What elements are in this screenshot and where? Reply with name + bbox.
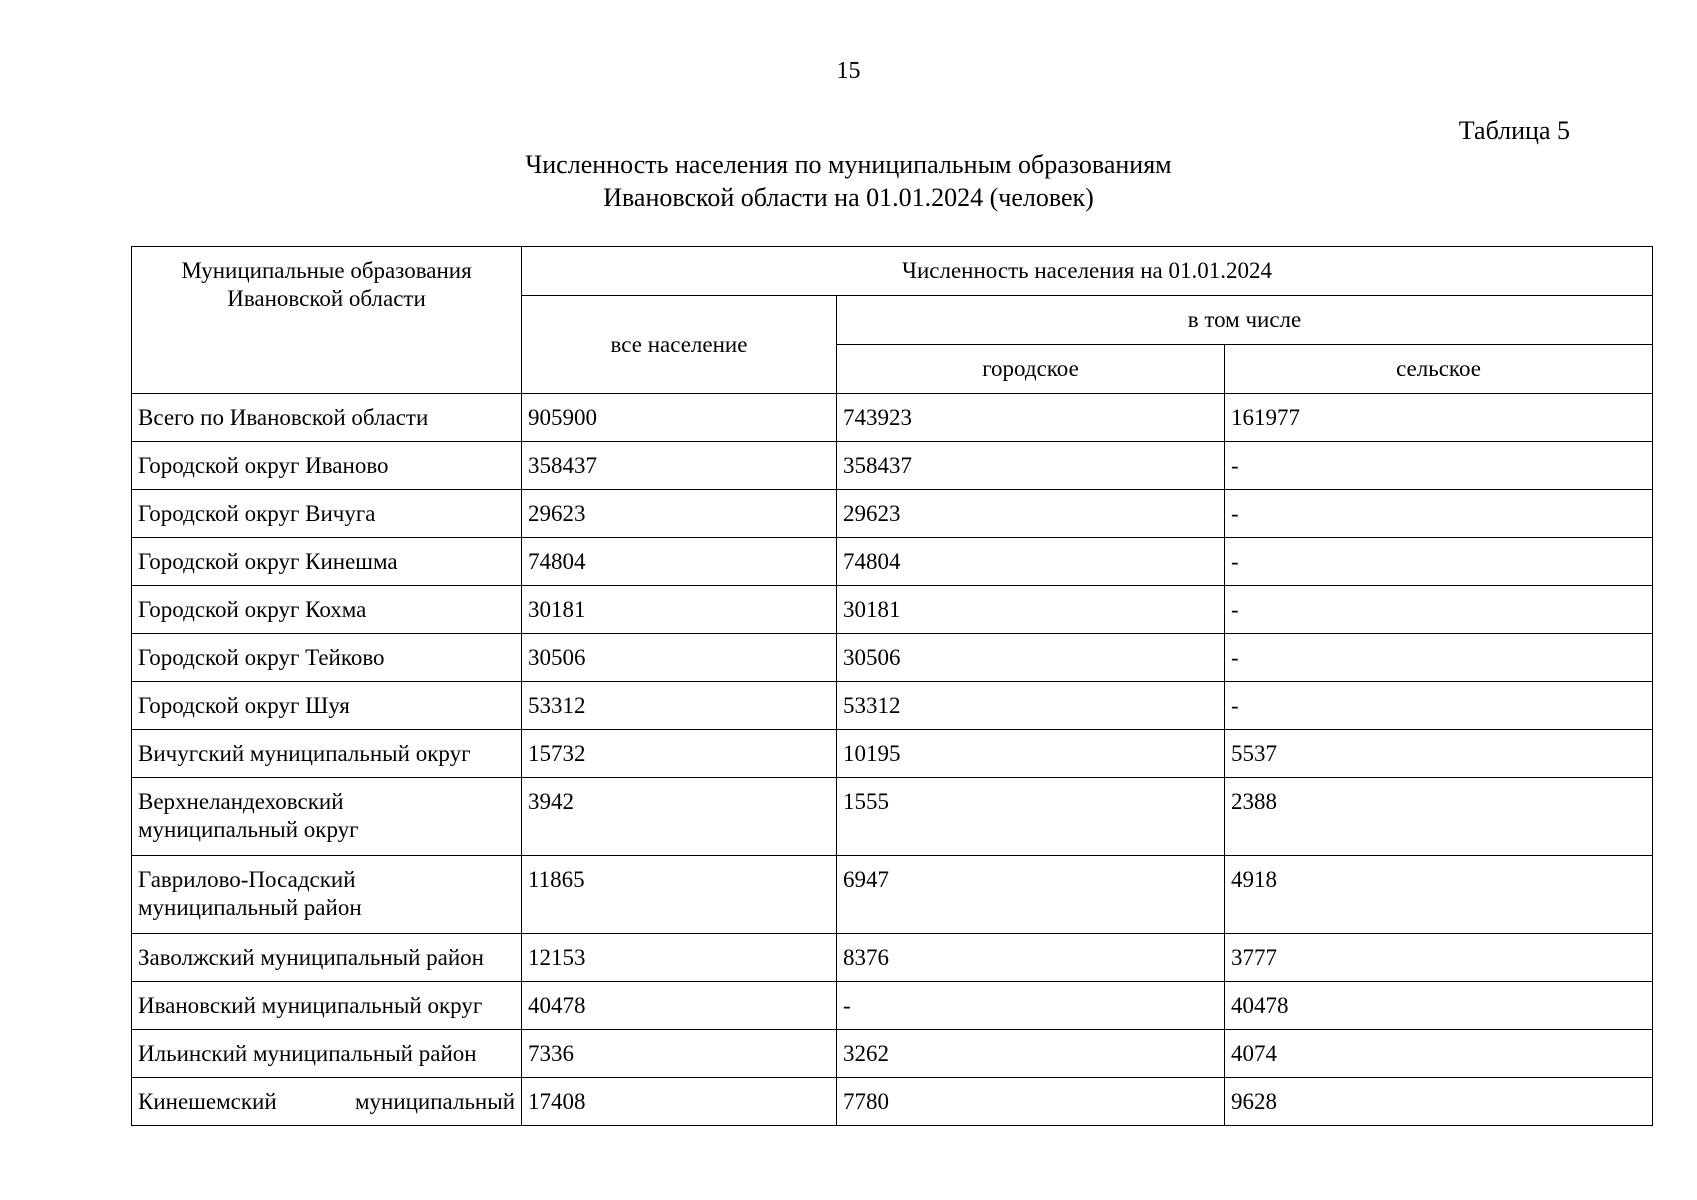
row-rural: 9628 bbox=[1225, 1078, 1653, 1126]
row-rural: 40478 bbox=[1225, 982, 1653, 1030]
row-total: 74804 bbox=[522, 538, 837, 586]
row-total: 40478 bbox=[522, 982, 837, 1030]
header-urban: городское bbox=[837, 345, 1225, 394]
row-urban: 8376 bbox=[837, 934, 1225, 982]
row-name: Городской округ Иваново bbox=[132, 442, 522, 490]
row-total: 30181 bbox=[522, 586, 837, 634]
table-title-line-2: Ивановской области на 01.01.2024 (человек) bbox=[603, 183, 1094, 212]
row-urban: 358437 bbox=[837, 442, 1225, 490]
row-urban: 30506 bbox=[837, 634, 1225, 682]
row-name-line-1: Верхнеландеховский bbox=[138, 789, 344, 814]
row-rural: 3777 bbox=[1225, 934, 1653, 982]
row-name: Городской округ Вичуга bbox=[132, 490, 522, 538]
row-rural: - bbox=[1225, 490, 1653, 538]
row-urban: 30181 bbox=[837, 586, 1225, 634]
table-row bbox=[132, 442, 1653, 490]
row-name-line-2: муниципальный округ bbox=[138, 817, 359, 842]
table-row bbox=[132, 586, 1653, 634]
row-total: 17408 bbox=[522, 1078, 837, 1126]
row-urban: 74804 bbox=[837, 538, 1225, 586]
row-total: 15732 bbox=[522, 730, 837, 778]
row-name: Заволжский муниципальный район bbox=[132, 934, 522, 982]
table-row bbox=[132, 730, 1653, 778]
row-name: Городской округ Тейково bbox=[132, 634, 522, 682]
row-total: 3942 bbox=[522, 778, 837, 856]
row-name: Всего по Ивановской области bbox=[132, 394, 522, 442]
header-municipality bbox=[132, 247, 522, 394]
row-urban: 3262 bbox=[837, 1030, 1225, 1078]
row-urban: 53312 bbox=[837, 682, 1225, 730]
row-name: Городской округ Кохма bbox=[132, 586, 522, 634]
row-rural: 5537 bbox=[1225, 730, 1653, 778]
table-row bbox=[132, 778, 1653, 856]
table-row bbox=[132, 538, 1653, 586]
row-urban: 1555 bbox=[837, 778, 1225, 856]
row-name: Ильинский муниципальный район bbox=[132, 1030, 522, 1078]
row-urban: 6947 bbox=[837, 856, 1225, 934]
row-rural: - bbox=[1225, 442, 1653, 490]
row-total: 7336 bbox=[522, 1030, 837, 1078]
row-total: 12153 bbox=[522, 934, 837, 982]
row-name: Кинешемский муниципальный bbox=[132, 1078, 522, 1126]
row-rural: - bbox=[1225, 586, 1653, 634]
row-name-line-1: Гаврилово-Посадский bbox=[138, 867, 356, 892]
header-municipality-line-2: Ивановской области bbox=[227, 286, 426, 311]
row-name: Городской округ Шуя bbox=[132, 682, 522, 730]
header-total: все население bbox=[522, 296, 837, 394]
table-row bbox=[132, 682, 1653, 730]
population-table bbox=[131, 246, 1653, 1126]
row-urban: 29623 bbox=[837, 490, 1225, 538]
row-rural: - bbox=[1225, 634, 1653, 682]
table-label: Таблица 5 bbox=[1458, 116, 1570, 145]
row-urban: 743923 bbox=[837, 394, 1225, 442]
table-row bbox=[132, 856, 1653, 934]
header-rural: сельское bbox=[1225, 345, 1653, 394]
row-total: 53312 bbox=[522, 682, 837, 730]
row-rural: 4074 bbox=[1225, 1030, 1653, 1078]
row-name: Вичугский муниципальный округ bbox=[132, 730, 522, 778]
table-title bbox=[0, 148, 1697, 214]
table-row bbox=[132, 394, 1653, 442]
row-name: Ивановский муниципальный округ bbox=[132, 982, 522, 1030]
table-row bbox=[132, 1030, 1653, 1078]
page-number: 15 bbox=[836, 58, 861, 84]
header-including: в том числе bbox=[837, 296, 1653, 345]
row-rural: 2388 bbox=[1225, 778, 1653, 856]
row-urban: - bbox=[837, 982, 1225, 1030]
table-row bbox=[132, 634, 1653, 682]
table-row bbox=[132, 1078, 1653, 1126]
row-total: 29623 bbox=[522, 490, 837, 538]
row-name-line-2: муниципальный район bbox=[138, 895, 362, 920]
row-total: 905900 bbox=[522, 394, 837, 442]
table-row bbox=[132, 982, 1653, 1030]
row-name: Городской округ Кинешма bbox=[132, 538, 522, 586]
row-urban: 10195 bbox=[837, 730, 1225, 778]
row-rural: - bbox=[1225, 538, 1653, 586]
header-population: Численность населения на 01.01.2024 bbox=[522, 247, 1653, 296]
row-total: 358437 bbox=[522, 442, 837, 490]
table-row bbox=[132, 934, 1653, 982]
row-total: 30506 bbox=[522, 634, 837, 682]
row-rural: 161977 bbox=[1225, 394, 1653, 442]
row-urban: 7780 bbox=[837, 1078, 1225, 1126]
header-municipality-line-1: Муниципальные образования bbox=[181, 258, 472, 283]
table-title-line-1: Численность населения по муниципальным образованиям bbox=[525, 150, 1172, 179]
table-row bbox=[132, 490, 1653, 538]
row-rural: 4918 bbox=[1225, 856, 1653, 934]
row-name bbox=[132, 778, 522, 856]
row-total: 11865 bbox=[522, 856, 837, 934]
row-rural: - bbox=[1225, 682, 1653, 730]
row-name bbox=[132, 856, 522, 934]
